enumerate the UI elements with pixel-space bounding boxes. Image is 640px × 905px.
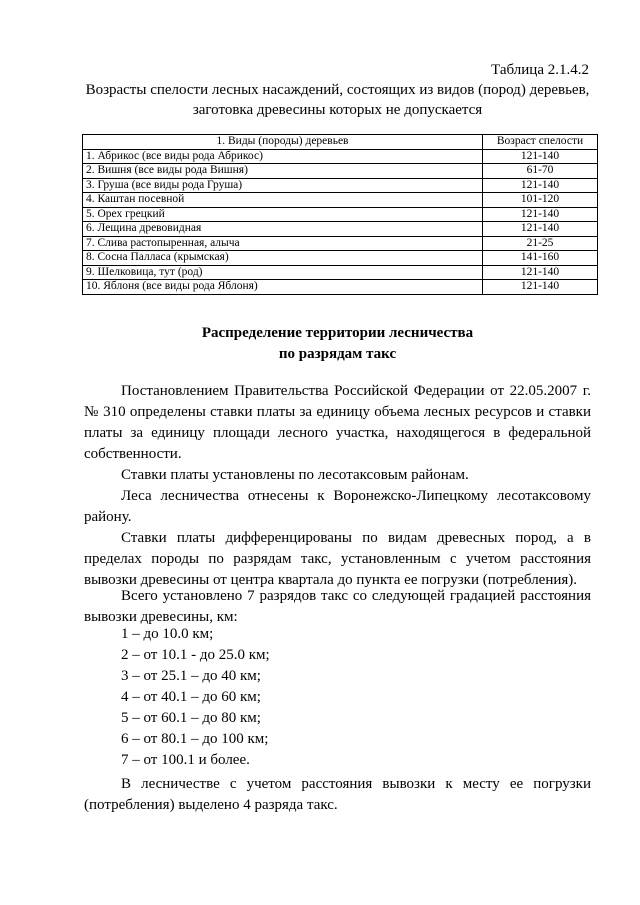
- species-cell: 2. Вишня (все виды рода Вишня): [83, 164, 483, 179]
- paragraph-forest-district: Леса лесничества отнесены к Воронежско-Липецкому лесотаксовому району.: [84, 488, 591, 525]
- table-row: [83, 207, 598, 222]
- list-item: 4 – от 40.1 – до 60 км;: [121, 689, 261, 705]
- species-cell: 10. Яблоня (все виды рода Яблоня): [83, 280, 483, 295]
- paragraph-conclusion: В лесничестве с учетом расстояния вывозки к месту ее погрузки (потребления) выделено 4 разряда такс.: [84, 776, 591, 813]
- section-title: [80, 323, 595, 365]
- age-cell: 121-140: [483, 178, 598, 193]
- table-row: [83, 164, 598, 179]
- table-caption-line: Возрасты спелости лесных насаждений, состоящих из видов (пород) деревьев,: [85, 82, 590, 98]
- species-age-table: [82, 134, 598, 295]
- section-title-line: по разрядам такс: [278, 346, 397, 362]
- age-cell: 121-140: [483, 149, 598, 164]
- list-item: 6 – от 80.1 – до 100 км;: [121, 731, 269, 747]
- age-cell: 101-120: [483, 193, 598, 208]
- table-row: [83, 193, 598, 208]
- species-cell: 3. Груша (все виды рода Груша): [83, 178, 483, 193]
- list-item: 1 – до 10.0 км;: [121, 626, 214, 642]
- species-cell: 1. Абрикос (все виды рода Абрикос): [83, 149, 483, 164]
- paragraph-resolution: Постановлением Правительства Российской Федерации от 22.05.2007 г. № 310 определены ставки платы за единицу объема лесных ресурсов и ставки платы за единицу площади лесного участка, находящегося в федеральной собственности.: [84, 383, 591, 462]
- table-header-row: [83, 135, 598, 150]
- species-cell: 4. Каштан посевной: [83, 193, 483, 208]
- age-cell: 21-25: [483, 236, 598, 251]
- age-cell: 121-140: [483, 207, 598, 222]
- section-title-line: Распределение территории лесничества: [201, 325, 474, 341]
- paragraph-rate-differentiation: Ставки платы дифференцированы по видам древесных пород, а в пределах породы по разрядам такс, установленным с учетом расстояния вывозки древесины от центра квартала до пункта ее погрузки (потребления).: [84, 530, 591, 588]
- age-cell: 121-140: [483, 222, 598, 237]
- species-column-header: 1. Виды (породы) деревьев: [83, 135, 483, 150]
- species-cell: 9. Шелковица, тут (род): [83, 265, 483, 280]
- age-cell: 121-140: [483, 280, 598, 295]
- age-cell: 141-160: [483, 251, 598, 266]
- list-item: 5 – от 60.1 – до 80 км;: [121, 710, 261, 726]
- table-caption-line: заготовка древесины которых не допускается: [192, 102, 483, 118]
- table-number: Таблица 2.1.4.2: [491, 62, 589, 78]
- table-caption: [80, 80, 595, 120]
- age-cell: 61-70: [483, 164, 598, 179]
- species-cell: 7. Слива растопыренная, алыча: [83, 236, 483, 251]
- species-cell: 5. Орех грецкий: [83, 207, 483, 222]
- paragraph-rates-regions: Ставки платы установлены по лесотаксовым районам.: [121, 467, 469, 483]
- paragraph-categories-intro: Всего установлено 7 разрядов такс со следующей градацией расстояния вывозки древесины, км:: [84, 588, 591, 625]
- list-item: 3 – от 25.1 – до 40 км;: [121, 668, 261, 684]
- list-item: 2 – от 10.1 - до 25.0 км;: [121, 647, 270, 663]
- table-row: [83, 280, 598, 295]
- table-row: [83, 251, 598, 266]
- table-row: [83, 178, 598, 193]
- table-row: [83, 222, 598, 237]
- age-column-header: Возраст спелости: [483, 135, 598, 150]
- table-row: [83, 236, 598, 251]
- species-cell: 8. Сосна Палласа (крымская): [83, 251, 483, 266]
- age-cell: 121-140: [483, 265, 598, 280]
- list-item: 7 – от 100.1 и более.: [121, 752, 250, 768]
- table-row: [83, 265, 598, 280]
- species-cell: 6. Лещина древовидная: [83, 222, 483, 237]
- table-row: [83, 149, 598, 164]
